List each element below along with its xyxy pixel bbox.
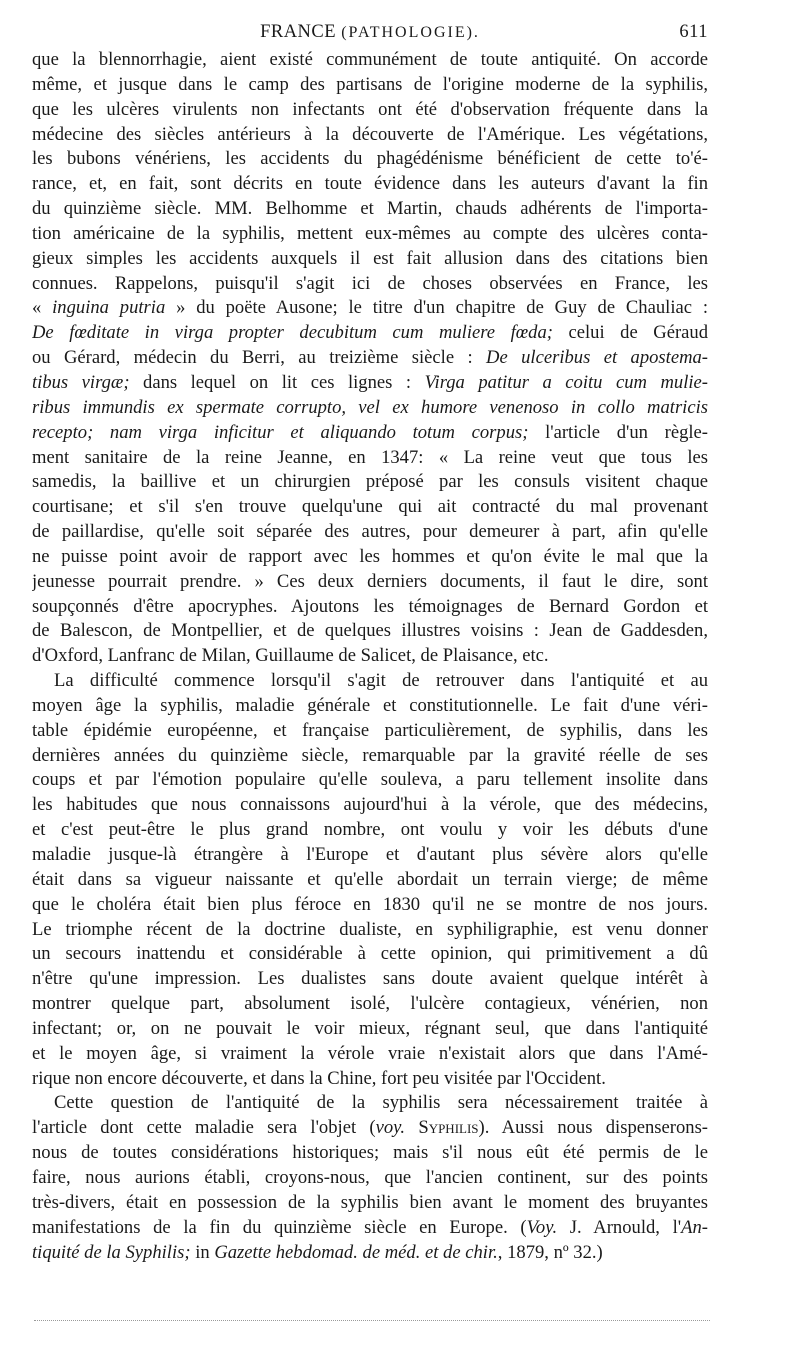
text-line: Le triomphe récent de la doctrine dualiste, en syphiligraphie, est venu donner — [32, 918, 708, 940]
text-line: les habitudes que nous connaissons aujourd'hui à la vérole, que des médecins, — [32, 794, 708, 816]
latin-title: De ulceribus et apostema- — [486, 347, 708, 369]
text-line — [32, 346, 708, 371]
running-head-sub: (PATHOLOGIE). — [341, 24, 480, 41]
text-line: ne puisse point avoir de rapport avec les hommes et qu'on évite le mal que la — [32, 545, 708, 567]
text-line: nous de toutes considérations historiques; mais s'il nous eût été permis de le — [32, 1142, 708, 1164]
text-line: Cette question de l'antiquité de la syphilis sera nécessairement traitée à — [54, 1092, 708, 1114]
text-run: manifestations de la fin du quinzième siècle en Europe. ( — [32, 1216, 527, 1238]
journal-title: Gazette hebdomad. de méd. et de chir. — [214, 1241, 498, 1263]
document-page — [32, 22, 708, 1265]
text-line: moyen âge la syphilis, maladie générale et constitutionnelle. Le fait d'une véri- — [32, 694, 708, 716]
text-run: dans lequel on lit ces lignes : — [129, 371, 425, 393]
running-head-main: FRANCE — [260, 22, 337, 42]
text-line: un secours inattendu et considérable à cette opinion, qui primitivement a dû — [32, 943, 708, 965]
text-run: « — [32, 297, 53, 319]
text-line: table épidémie européenne, et française particulièrement, de syphilis, dans les — [32, 719, 708, 741]
running-head — [32, 22, 708, 48]
latin-title: tibus virgæ; — [32, 371, 130, 393]
text-line: dernières années du quinzième siècle, remarquable par la gravité réelle de ses — [32, 744, 708, 766]
cross-reference: Syphilis — [405, 1117, 479, 1139]
text-line: gieux simples les accidents auxquels il est fait allusion dans des citations bien — [32, 247, 708, 269]
page-number: 611 — [679, 22, 708, 42]
citation-title: An- — [681, 1216, 708, 1238]
text-line: très-divers, était en possession de la syphilis bien avant le moment des bruyantes — [32, 1191, 708, 1213]
paragraph-1 — [32, 48, 708, 669]
abbrev-voy: Voy. — [526, 1216, 558, 1238]
text-line: ment sanitaire de la reine Jeanne, en 1347: « La reine veut que tous les — [32, 446, 708, 468]
text-line — [32, 1216, 708, 1241]
latin-quote: Virga patitur a coitu cum mulie- — [424, 371, 708, 393]
text-run: l'article d'un règle- — [528, 421, 708, 443]
text-line: de paillardise, qu'elle soit séparée des autres, pour demeurer à part, afin qu'elle — [32, 521, 708, 543]
text-run: ). Aussi nous dispenserons- — [478, 1117, 708, 1139]
text-line — [32, 371, 708, 396]
text-line: les bubons vénériens, les accidents du phagédénisme bénéficient de cette to'é- — [32, 148, 708, 170]
text-line: courtisane; et s'il s'en trouve quelqu'une qui ait contracté du mal provenant — [32, 496, 708, 518]
text-line: La difficulté commence lorsqu'il s'agit de retrouver dans l'antiquité et au — [54, 670, 708, 692]
text-line: n'être qu'une impression. Les dualistes sans doute avaient quelque intérêt à — [32, 968, 708, 990]
running-head-title — [32, 22, 708, 43]
paragraph-2 — [32, 669, 708, 1091]
text-line: était dans sa vigueur naissante et qu'elle abordait un terrain vierge; de même — [32, 868, 708, 890]
text-line: du quinzième siècle. MM. Belhomme et Martin, chauds adhérents de l'importa- — [32, 198, 708, 220]
text-line — [32, 1116, 708, 1141]
text-line: et le moyen âge, si vraiment la vérole vraie n'existait alors que dans l'Amé- — [32, 1042, 708, 1064]
text-run: , 1879, nº 32.) — [497, 1241, 603, 1263]
text-line: infectant; or, on ne pouvait le voir mieux, régnant seul, que dans l'antiquité — [32, 1017, 708, 1039]
text-line: de Balescon, de Montpellier, et de quelques illustres voisins : Jean de Gaddesden, — [32, 620, 708, 642]
text-line: même, et jusque dans le camp des partisans de l'origine moderne de la syphilis, — [32, 73, 708, 95]
text-line: samedis, la baillive et un chirurgien préposé par les consuls visitent chaque — [32, 471, 708, 493]
text-run: J. Arnould, l' — [557, 1216, 682, 1238]
text-line: que les ulcères virulents non infectants ont été d'observation fréquente dans la — [32, 98, 708, 120]
latin-title: De fœditate in virga propter decubitum cum muliere fœda; — [32, 322, 553, 344]
citation-title: tiquité de la Syphilis; — [32, 1241, 191, 1263]
text-line: que la blennorrhagie, aient existé communément de toute antiquité. On accorde — [32, 49, 708, 70]
body-text — [32, 48, 708, 1265]
text-run: celui de Géraud — [552, 322, 708, 344]
text-run: ou Gérard, médecin du Berri, au treizième siècle : — [32, 347, 487, 369]
text-line — [32, 396, 708, 421]
abbrev-voy: voy. — [375, 1117, 406, 1139]
text-line: faire, nous aurions établi, croyons-nous, que l'ancien continent, sur des points — [32, 1166, 708, 1188]
text-line — [32, 421, 708, 446]
footer-dotted-rule — [34, 1320, 710, 1321]
latin-quote: inguina putria — [52, 297, 166, 319]
text-line — [32, 1241, 708, 1266]
text-line: et c'est peut-être le plus grand nombre, ont voulu y voir les débuts d'une — [32, 819, 708, 841]
latin-quote: ribus immundis ex spermate corrupto, vel ex humore venenoso in collo matricis — [32, 396, 708, 418]
latin-quote: recepto; nam virga inficitur et aliquando totum corpus; — [32, 421, 529, 443]
text-line — [32, 321, 708, 346]
text-run: l'article dont cette maladie sera l'objet ( — [32, 1117, 376, 1139]
text-line: rique non encore découverte, et dans la Chine, fort peu visitée par l'Occident. — [32, 1067, 606, 1089]
text-line: soupçonnés d'être apocryphes. Ajoutons les témoignages de Bernard Gordon et — [32, 595, 708, 617]
text-run: in — [190, 1241, 215, 1263]
text-line: tion américaine de la syphilis, mettent eux-mêmes au compte des ulcères conta- — [32, 222, 708, 244]
text-line: montrer quelque part, absolument isolé, l'ulcère contagieux, vénérien, non — [32, 993, 708, 1015]
text-line: d'Oxford, Lanfranc de Milan, Guillaume de Salicet, de Plaisance, etc. — [32, 645, 549, 667]
text-line — [32, 296, 708, 321]
text-line: rance, et, en fait, sont décrits en toute évidence dans les auteurs d'avant la fin — [32, 173, 708, 195]
text-run: » du poëte Ausone; le titre d'un chapitre de Guy de Chauliac : — [165, 297, 708, 319]
text-line: connues. Rappelons, puisqu'il s'agit ici de choses observées en France, les — [32, 272, 708, 294]
paragraph-3 — [32, 1091, 708, 1265]
text-line: coups et par l'émotion populaire qu'elle souleva, a paru tellement insolite dans — [32, 769, 708, 791]
text-line: jeunesse pourrait prendre. » Ces deux derniers documents, il faut le dire, sont — [32, 570, 708, 592]
text-line: que le choléra était bien plus féroce en 1830 qu'il ne se montre de nos jours. — [32, 893, 708, 915]
text-line: maladie jusque-là étrangère à l'Europe et d'autant plus sévère alors qu'elle — [32, 844, 708, 865]
text-line: médecine des siècles antérieurs à la découverte de l'Amérique. Les végétations, — [32, 123, 708, 145]
